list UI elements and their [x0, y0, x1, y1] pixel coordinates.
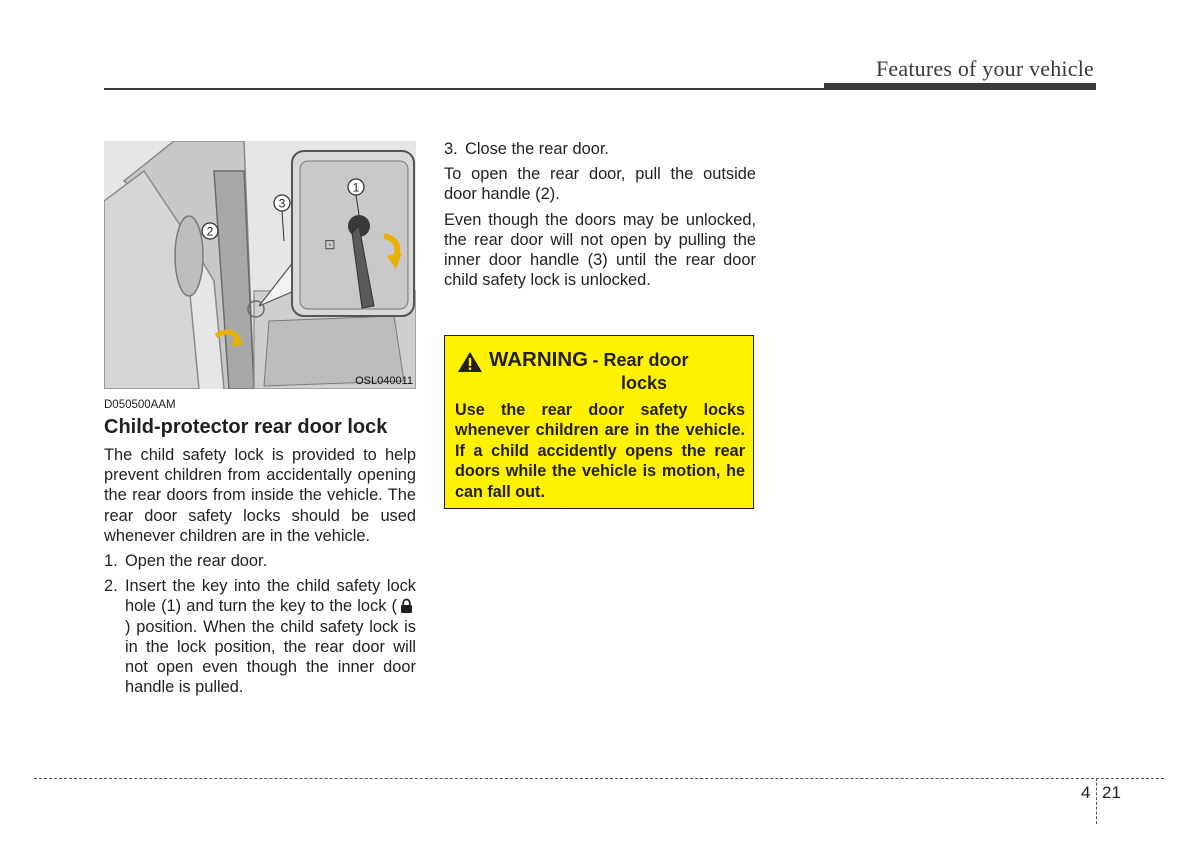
step-text: Open the rear door.	[125, 552, 268, 571]
door-lock-illustration	[104, 141, 416, 389]
step-number: 3.	[444, 140, 458, 158]
callout-3: 3	[278, 196, 286, 211]
lock-icon	[400, 598, 413, 613]
intro-paragraph: The child safety lock is provided to help prevent children from accidentally opening the rear doors from inside the vehicle. The rear door safety locks should be used whenever children are in the vehicle.	[104, 446, 416, 545]
section-title: Child-protector rear door lock	[104, 416, 388, 438]
list-item	[104, 551, 416, 571]
open-note: To open the rear door, pull the outside door handle (2).	[444, 165, 756, 204]
step-text	[125, 576, 416, 697]
step-text: Close the rear door.	[465, 140, 609, 158]
footer-rule	[34, 778, 1164, 779]
warning-box	[444, 335, 754, 509]
unlock-note: Even though the doors may be unlocked, the rear door will not open by pulling the inner door handle (3) until the rear door child safety lock is unlocked.	[444, 210, 756, 290]
step-text-before: Insert the key into the child safety lock hole (1) and turn the key to the lock (	[125, 577, 416, 616]
step-number: 2.	[104, 577, 118, 596]
warning-body: Use the rear door safety locks whenever children are in the vehicle. If a child accidently opens the rear doors while the vehicle is motion, he can fall out.	[455, 401, 745, 501]
list-item	[444, 139, 756, 159]
chapter-number: 4	[1081, 783, 1091, 802]
callout-1: 1	[352, 180, 360, 195]
running-header: Features of your vehicle	[875, 56, 1094, 81]
warning-heading	[489, 348, 689, 372]
list-item	[104, 576, 416, 697]
page-number: 21	[1102, 783, 1121, 802]
callout-2: 2	[206, 224, 214, 239]
warning-triangle-icon	[457, 351, 483, 373]
footer-divider	[1096, 778, 1097, 824]
step-text-after: ) position. When the child safety lock is in the lock position, the rear door will not open even though the inner door handle is pulled.	[125, 617, 416, 697]
right-column	[444, 139, 756, 295]
warning-label: WARNING	[489, 348, 589, 371]
section-code: D050500AAM	[104, 399, 176, 411]
svg-text:⊡: ⊡	[324, 236, 336, 252]
header-rule-accent	[824, 83, 1096, 90]
header-rule	[104, 88, 824, 90]
warning-topic-line2: locks	[621, 373, 668, 393]
warning-topic: - Rear door	[592, 350, 689, 370]
illustration-drawing	[104, 141, 416, 389]
figure-code: OSL040011	[355, 375, 413, 387]
step-number: 1.	[104, 552, 118, 571]
left-column	[104, 445, 416, 702]
